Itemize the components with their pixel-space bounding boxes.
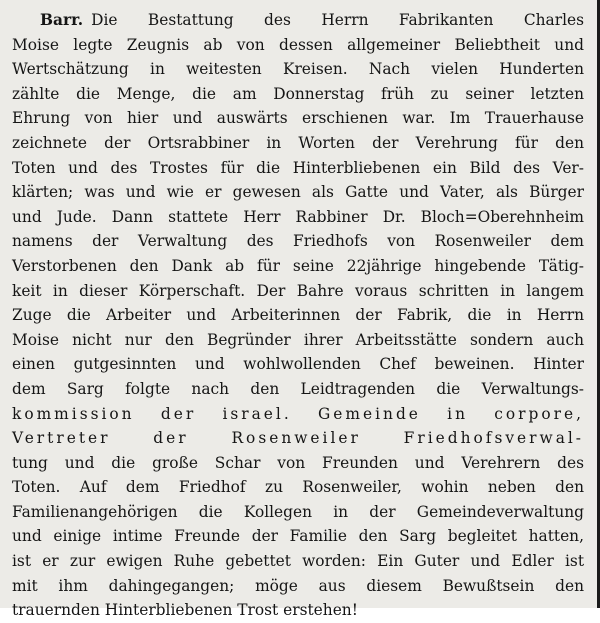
article-line: einen gutgesinnten und wohlwollenden Chef beweinen. Hinter: [12, 355, 584, 374]
article-line: [12, 8, 584, 33]
article-line: Verstorbenen den Dank ab für seine 22jährige hingebende Tätig-: [12, 256, 584, 275]
article-line: klärten; was und wie er gewesen als Gatte und Vater, als Bürger: [12, 183, 584, 202]
article-line: ist er zur ewigen Ruhe gebettet worden: Ein Guter und Edler ist: [12, 552, 584, 571]
article-line: mit ihm dahingegangen; möge aus diesem Bewußtsein den: [12, 576, 584, 595]
article-line: Moise legte Zeugnis ab von dessen allgemeiner Beliebtheit und: [12, 35, 584, 54]
article-line: Moise nicht nur den Begründer ihrer Arbeitsstätte sondern auch: [12, 330, 584, 349]
article-line: dem Sarg folgte nach den Leidtragenden die Verwaltungs-: [12, 379, 584, 398]
article-line: Vertreter der Rosenweiler Friedhofsverwal-: [12, 429, 584, 448]
article-text: [12, 8, 584, 623]
article-line: trauernden Hinterbliebenen Trost erstehen!: [12, 601, 358, 620]
dateline: Barr.: [40, 11, 84, 29]
article-line: namens der Verwaltung des Friedhofs von Rosenweiler dem: [12, 232, 584, 251]
article-line: Ehrung von hier und auswärts erschienen war. Im Trauerhause: [12, 109, 584, 128]
article-line: und Jude. Dann stattete Herr Rabbiner Dr. Bloch=Oberehnheim: [12, 207, 584, 226]
article-line: zeichnete der Ortsrabbiner in Worten der Verehrung für den: [12, 133, 584, 152]
line-text: Die Bestattung des Herrn Fabrikanten Charles: [91, 11, 584, 29]
article-line: Wertschätzung in weitesten Kreisen. Nach vielen Hunderten: [12, 60, 584, 79]
article-line: zählte die Menge, die am Donnerstag früh zu seiner letzten: [12, 84, 584, 103]
article-line: keit in dieser Körperschaft. Der Bahre voraus schritten in langem: [12, 281, 584, 300]
article-line: kommission der israel. Gemeinde in corpore,: [12, 404, 584, 423]
article-line: Zuge die Arbeiter und Arbeiterinnen der Fabrik, die in Herrn: [12, 306, 584, 325]
article-line: Toten und des Trostes für die Hinterbliebenen ein Bild des Ver-: [12, 158, 584, 177]
article-line: und einige intime Freunde der Familie den Sarg begleitet hatten,: [12, 527, 584, 546]
article-line: Toten. Auf dem Friedhof zu Rosenweiler, wohin neben den: [12, 478, 584, 497]
article-line: tung und die große Schar von Freunden und Verehrern des: [12, 453, 584, 472]
article-line: Familienangehörigen die Kollegen in der Gemeindeverwaltung: [12, 502, 584, 521]
